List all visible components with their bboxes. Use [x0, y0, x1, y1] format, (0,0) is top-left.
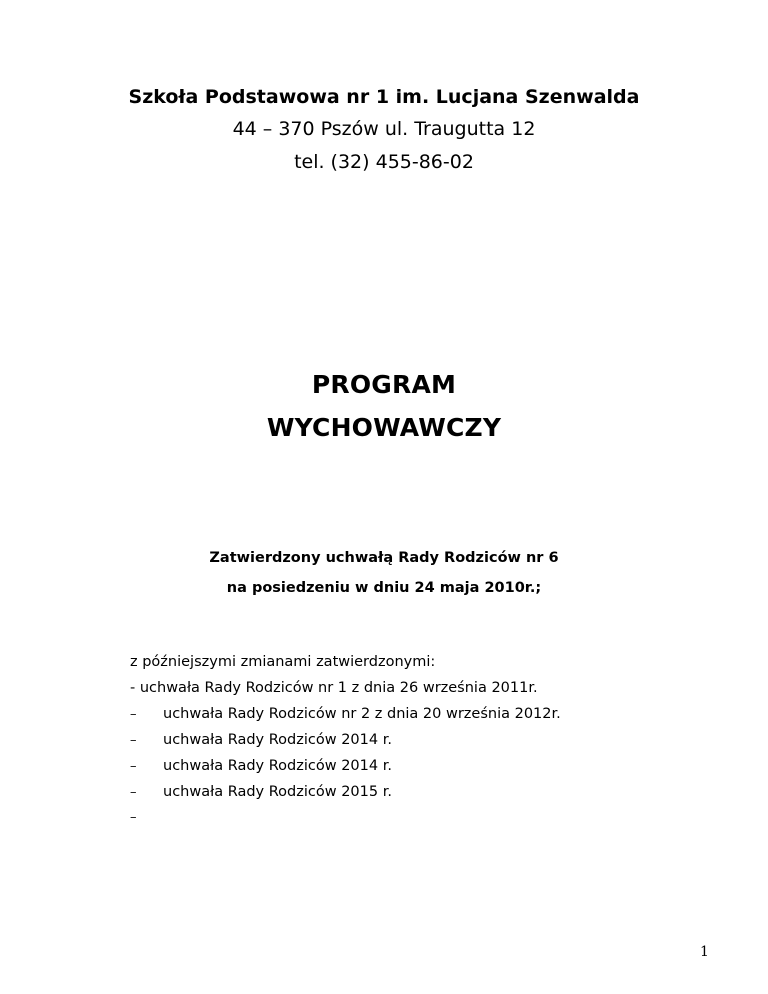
- change-text: uchwała Rady Rodziców 2015 r.: [163, 784, 392, 800]
- dash-bullet: –: [130, 732, 137, 748]
- change-item-2: [130, 704, 561, 724]
- approval-line-1: Zatwierdzony uchwałą Rady Rodziców nr 6: [209, 550, 559, 566]
- document-title-line-1: PROGRAM: [311, 370, 457, 399]
- change-text: uchwała Rady Rodziców nr 2 z dnia 20 września 2012r.: [163, 706, 561, 722]
- changes-heading: z późniejszymi zmianami zatwierdzonymi:: [130, 654, 436, 670]
- school-address: 44 – 370 Pszów ul. Traugutta 12: [232, 118, 536, 140]
- change-item-6: [130, 807, 163, 827]
- change-item-5: [130, 782, 392, 802]
- approval-line-2: na posiedzeniu w dniu 24 maja 2010r.;: [226, 580, 542, 596]
- change-item-4: [130, 756, 392, 776]
- document-title-line-2: WYCHOWAWCZY: [266, 413, 502, 442]
- change-text: uchwała Rady Rodziców 2014 r.: [163, 732, 392, 748]
- change-item-3: [130, 730, 392, 750]
- dash-bullet: –: [130, 809, 137, 825]
- dash-bullet: –: [130, 784, 137, 800]
- change-text: uchwała Rady Rodziców 2014 r.: [163, 758, 392, 774]
- school-phone: tel. (32) 455-86-02: [294, 151, 474, 173]
- dash-bullet: –: [130, 706, 137, 722]
- school-name: Szkoła Podstawowa nr 1 im. Lucjana Szenwalda: [128, 86, 640, 108]
- page-number: 1: [700, 944, 709, 960]
- change-item-1: - uchwała Rady Rodziców nr 1 z dnia 26 września 2011r.: [130, 680, 538, 696]
- dash-bullet: –: [130, 758, 137, 774]
